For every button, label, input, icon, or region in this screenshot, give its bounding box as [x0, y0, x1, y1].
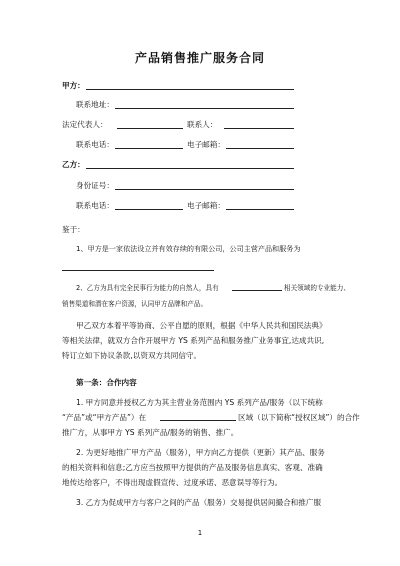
authorized-region-blank-line [160, 420, 236, 421]
document-title: 产品销售推广服务合同 [134, 51, 265, 65]
party-a-email-label: 电子邮箱： [187, 140, 225, 149]
recital-2-blank-line [232, 290, 282, 291]
party-a-phone-line [115, 148, 183, 149]
recital-2-text-a: 2、乙方为具有完全民事行为能力的自然人，具有 [76, 284, 219, 292]
recital-2-text-b: 相关领域的专业能力、 [284, 284, 350, 292]
intro-line-2: 等相关法律，就双方合作开展甲方 YS 系列产品和服务推广业务事宜,达成共识, [62, 336, 325, 345]
party-b-id-label: 身份证号： [76, 181, 114, 190]
intro-line-3: 特订立如下协议条款,以资双方共同信守。 [62, 351, 202, 360]
party-a-name-line [86, 89, 294, 90]
party-b-phone-label: 联系电话： [76, 201, 114, 210]
article-1-para-1-line-2a: “产品”或“甲方产品”）在 [62, 413, 147, 422]
article-1-para-1-line-2b: 区域（以下简称“授权区域”）的合作 [238, 413, 360, 422]
party-a-address-label: 联系地址： [76, 100, 114, 109]
party-b-phone-line [115, 209, 183, 210]
party-a-email-line [226, 148, 294, 149]
intro-line-1: 甲乙双方本着平等协商、公平自愿的原则，根据《中华人民共和国民法典》 [76, 321, 327, 330]
article-1-title: 第一条：合作内容 [76, 378, 137, 387]
party-a-phone-label: 联系电话： [76, 140, 114, 149]
whereas-label: 鉴于： [62, 225, 85, 234]
recital-1-text: 1、甲方是一家依法设立并有效存续的有限公司，公司主营产品和服务为 [76, 244, 301, 253]
article-1-para-1-line-1: 1. 甲方同意并授权乙方为其主营业务范围内 YS 系列产品/服务（以下统称 [76, 398, 323, 407]
party-a-label: 甲方： [62, 81, 85, 90]
party-a-legal-rep-line [117, 128, 183, 129]
article-1-para-1-line-3: 推广方，从事甲方 YS 系列产品/服务的销售、推广。 [62, 428, 239, 437]
article-1-para-2-line-1: 2. 为更好地推广甲方产品（服务），甲方向乙方提供（更新）其产品、服务 [76, 448, 325, 457]
article-1-para-3-line-1: 3. 乙方为促成甲方与客户之间的产品（服务）交易提供居间撮合和推广服 [76, 498, 322, 507]
party-b-name-line [86, 168, 294, 169]
party-b-email-label: 电子邮箱： [187, 201, 225, 210]
party-b-label: 乙方： [62, 160, 85, 169]
party-a-contact-person-label: 联系人： [187, 120, 218, 129]
party-a-contact-person-line [224, 128, 294, 129]
article-1-para-2-line-3: 地传达给客户，不得出现虚假宣传、过度承诺、恶意误导等行为。 [62, 478, 283, 487]
party-a-address-line [115, 108, 294, 109]
article-1-para-2-line-2: 的相关资料和信息;乙方应当按照甲方提供的产品及服务信息真实、客观、准确 [62, 463, 323, 472]
party-a-legal-rep-label: 法定代表人： [62, 120, 108, 129]
recital-2-text-line2: 销售渠道和潜在客户资源，认同甲方品牌和产品。 [62, 300, 208, 308]
party-b-id-line [115, 189, 294, 190]
party-b-email-line [226, 209, 294, 210]
page-number: 1 [197, 529, 203, 537]
recital-1-blank-line [62, 270, 214, 271]
